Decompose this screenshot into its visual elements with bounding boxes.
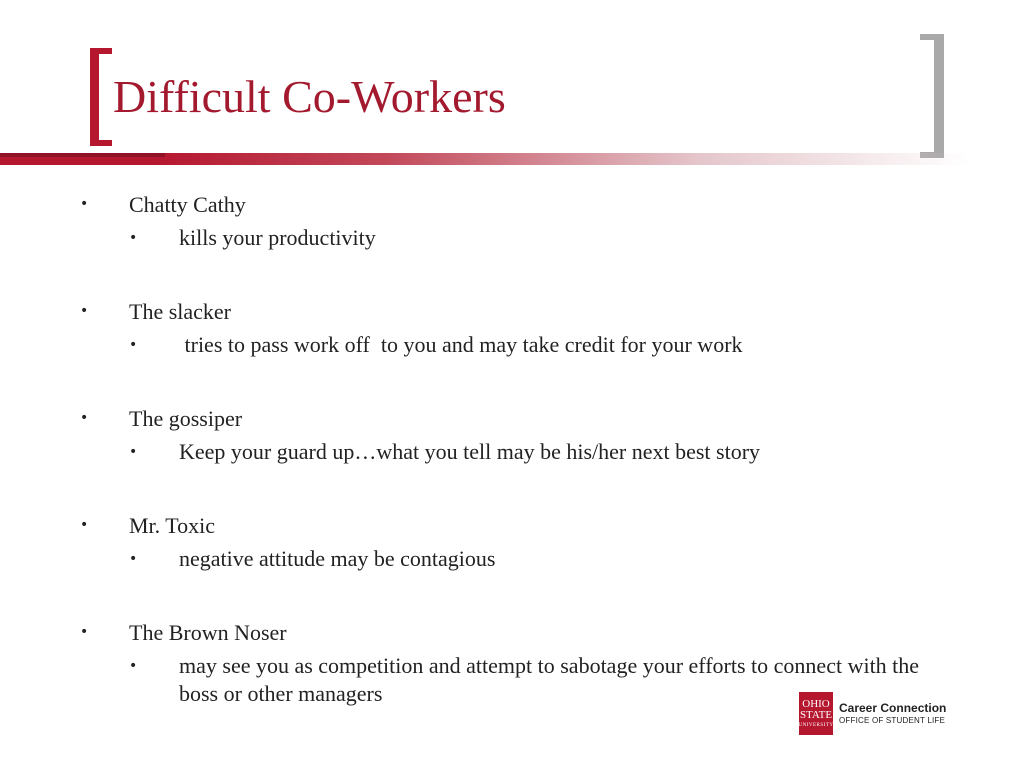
bullet-label: The gossiper xyxy=(129,406,243,431)
bullet-icon: • xyxy=(129,230,138,246)
bullet-icon: • xyxy=(80,410,89,426)
bullet-icon: • xyxy=(129,551,138,567)
bullet-label: Chatty Cathy xyxy=(129,192,246,217)
bullet-label: Mr. Toxic xyxy=(129,513,216,538)
bullet-icon: • xyxy=(80,517,89,533)
bullet-list xyxy=(76,190,936,708)
right-bracket-decoration xyxy=(920,34,944,158)
bullet-item-chatty-cathy xyxy=(76,190,936,252)
bullet-item-mr-toxic xyxy=(76,511,936,573)
bullet-icon: • xyxy=(80,196,89,212)
bullet-item-slacker xyxy=(76,297,936,359)
bullet-detail: may see you as competition and attempt to sabotage your efforts to connect with the boss or other managers xyxy=(179,653,920,706)
bullet-icon: • xyxy=(80,303,89,319)
bullet-icon: • xyxy=(80,624,89,640)
ohio-state-seal: OHIO STATE UNIVERSITY xyxy=(799,692,833,735)
bullet-icon: • xyxy=(129,444,138,460)
logo-name: Career Connection xyxy=(839,701,947,715)
bullet-detail: tries to pass work off to you and may take credit for your work xyxy=(179,332,743,357)
title-gradient-bar-accent xyxy=(0,153,165,157)
bullet-label: The slacker xyxy=(129,299,231,324)
bullet-label: The Brown Noser xyxy=(129,620,287,645)
slide-title: Difficult Co-Workers xyxy=(113,71,506,122)
bullet-detail: negative attitude may be contagious xyxy=(179,546,496,571)
left-bracket-decoration xyxy=(90,48,112,146)
bullet-icon: • xyxy=(129,337,138,353)
bullet-detail: Keep your guard up…what you tell may be his/her next best story xyxy=(179,439,761,464)
career-connection-logo xyxy=(799,692,946,735)
bullet-item-gossiper xyxy=(76,404,936,466)
bullet-icon: • xyxy=(129,658,138,674)
logo-subtitle: OFFICE OF STUDENT LIFE xyxy=(839,716,946,725)
bullet-detail: kills your productivity xyxy=(179,225,376,250)
